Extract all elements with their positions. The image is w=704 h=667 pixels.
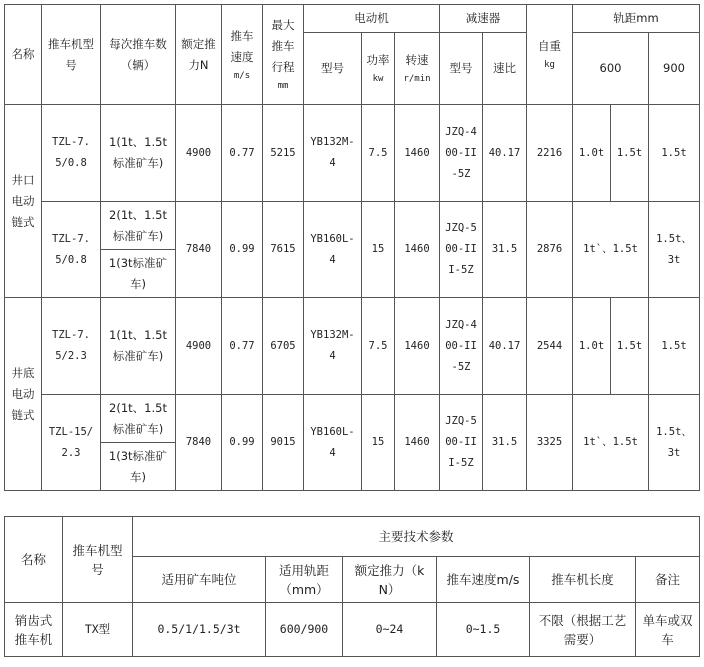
cell-ratio: 40.17 (483, 298, 527, 395)
cell-gauge-900: 1.5t、3t (649, 202, 700, 298)
header-length: 推车机长度 (530, 557, 636, 603)
cell-note: 单车或双车 (636, 603, 700, 657)
header-gauge-600: 600 (573, 33, 649, 105)
cell-thrust: 4900 (176, 105, 222, 202)
header-gauge: 适用轨距（mm） (266, 557, 343, 603)
cell-gauge-600-a: 1.0t (573, 105, 611, 202)
header-note: 备注 (636, 557, 700, 603)
cell-rpm: 1460 (395, 105, 440, 202)
cell-reducer-model: JZQ-500-III-5Z (440, 202, 483, 298)
header-car-tonnage: 适用矿车吨位 (133, 557, 266, 603)
cell-weight: 2544 (527, 298, 573, 395)
cell-thrust: 4900 (176, 298, 222, 395)
cell-thrust: 0~24 (343, 603, 437, 657)
cell-thrust: 7840 (176, 202, 222, 298)
cell-model: TZL-7.5/2.3 (42, 298, 101, 395)
cell-cars: 1(1t、1.5t标准矿车) (101, 298, 176, 395)
cell-speed: 0.99 (222, 395, 263, 491)
header-name: 名称 (5, 517, 63, 603)
cell-cars: 1(3t标准矿车) (101, 443, 176, 491)
cell-gauge-900: 1.5t、3t (649, 395, 700, 491)
cell-cars: 2(1t、1.5t标准矿车) (101, 202, 176, 250)
push-car-spec-table (4, 4, 700, 491)
cell-stroke: 6705 (263, 298, 304, 395)
header-name: 名称 (5, 5, 42, 105)
cell-motor-model: YB160L-4 (304, 202, 362, 298)
cell-reducer-model: JZQ-400-II-5Z (440, 105, 483, 202)
header-speed: 推车速度m/s (437, 557, 530, 603)
header-motor: 电动机 (304, 5, 440, 33)
cell-length: 不限（根据工艺需要） (530, 603, 636, 657)
cell-car-tonnage: 0.5/1/1.5/3t (133, 603, 266, 657)
cell-gauge-600: 1t`、1.5t (573, 202, 649, 298)
cell-power: 15 (362, 202, 395, 298)
cell-stroke: 7615 (263, 202, 304, 298)
cell-reducer-model: JZQ-500-III-5Z (440, 395, 483, 491)
header-reducer-ratio: 速比 (483, 33, 527, 105)
header-model: 推车机型号 (42, 5, 101, 105)
cell-speed: 0.77 (222, 298, 263, 395)
cell-weight: 3325 (527, 395, 573, 491)
cell-motor-model: YB132M-4 (304, 298, 362, 395)
cell-speed: 0.77 (222, 105, 263, 202)
header-cars-per-push: 每次推车数（辆） (101, 5, 176, 105)
table-row (5, 395, 700, 443)
cell-ratio: 31.5 (483, 202, 527, 298)
table-row (5, 202, 700, 250)
cell-ratio: 31.5 (483, 395, 527, 491)
cell-gauge-600-b: 1.5t (611, 105, 649, 202)
cell-power: 15 (362, 395, 395, 491)
cell-cars: 1(3t标准矿车) (101, 250, 176, 298)
header-gauge-900: 900 (649, 33, 700, 105)
cell-gauge-900: 1.5t (649, 298, 700, 395)
cell-rpm: 1460 (395, 298, 440, 395)
cell-ratio: 40.17 (483, 105, 527, 202)
cell-reducer-model: JZQ-400-II-5Z (440, 298, 483, 395)
cell-cars: 1(1t、1.5t标准矿车) (101, 105, 176, 202)
cell-model: TZL-7.5/0.8 (42, 105, 101, 202)
cell-rpm: 1460 (395, 202, 440, 298)
group-name: 井底电动链式 (5, 298, 42, 491)
cell-stroke: 9015 (263, 395, 304, 491)
cell-model: TX型 (63, 603, 133, 657)
cell-stroke: 5215 (263, 105, 304, 202)
table-row (5, 603, 700, 657)
cell-motor-model: YB160L-4 (304, 395, 362, 491)
header-model: 推车机型号 (63, 517, 133, 603)
table-row (5, 105, 700, 202)
cell-gauge-600: 1t`、1.5t (573, 395, 649, 491)
cell-motor-model: YB132M-4 (304, 105, 362, 202)
header-motor-power: 功率 kw (362, 33, 395, 105)
cell-gauge: 600/900 (266, 603, 343, 657)
group-name: 井口电动链式 (5, 105, 42, 298)
header-speed: 推车速度 m/s (222, 5, 263, 105)
cell-power: 7.5 (362, 105, 395, 202)
header-rated-thrust: 额定推力N (176, 5, 222, 105)
cell-thrust: 7840 (176, 395, 222, 491)
header-max-stroke: 最大推车行程 mm (263, 5, 304, 105)
cell-rpm: 1460 (395, 395, 440, 491)
cell-gauge-600-b: 1.5t (611, 298, 649, 395)
header-thrust: 额定推力（kN） (343, 557, 437, 603)
header-reducer: 减速器 (440, 5, 527, 33)
cell-gauge-600-a: 1.0t (573, 298, 611, 395)
cell-gauge-900: 1.5t (649, 105, 700, 202)
header-motor-model: 型号 (304, 33, 362, 105)
header-reducer-model: 型号 (440, 33, 483, 105)
cell-power: 7.5 (362, 298, 395, 395)
header-motor-speed: 转速 r/min (395, 33, 440, 105)
cell-model: TZL-15/2.3 (42, 395, 101, 491)
table-row (5, 298, 700, 395)
cell-weight: 2876 (527, 202, 573, 298)
cell-speed: 0.99 (222, 202, 263, 298)
cell-cars: 2(1t、1.5t标准矿车) (101, 395, 176, 443)
cell-weight: 2216 (527, 105, 573, 202)
header-gauge: 轨距mm (573, 5, 700, 33)
header-main-params: 主要技术参数 (133, 517, 700, 557)
pin-gear-push-car-table (4, 516, 700, 657)
header-weight: 自重 kg (527, 5, 573, 105)
cell-model: TZL-7.5/0.8 (42, 202, 101, 298)
cell-name: 销齿式推车机 (5, 603, 63, 657)
cell-speed: 0~1.5 (437, 603, 530, 657)
